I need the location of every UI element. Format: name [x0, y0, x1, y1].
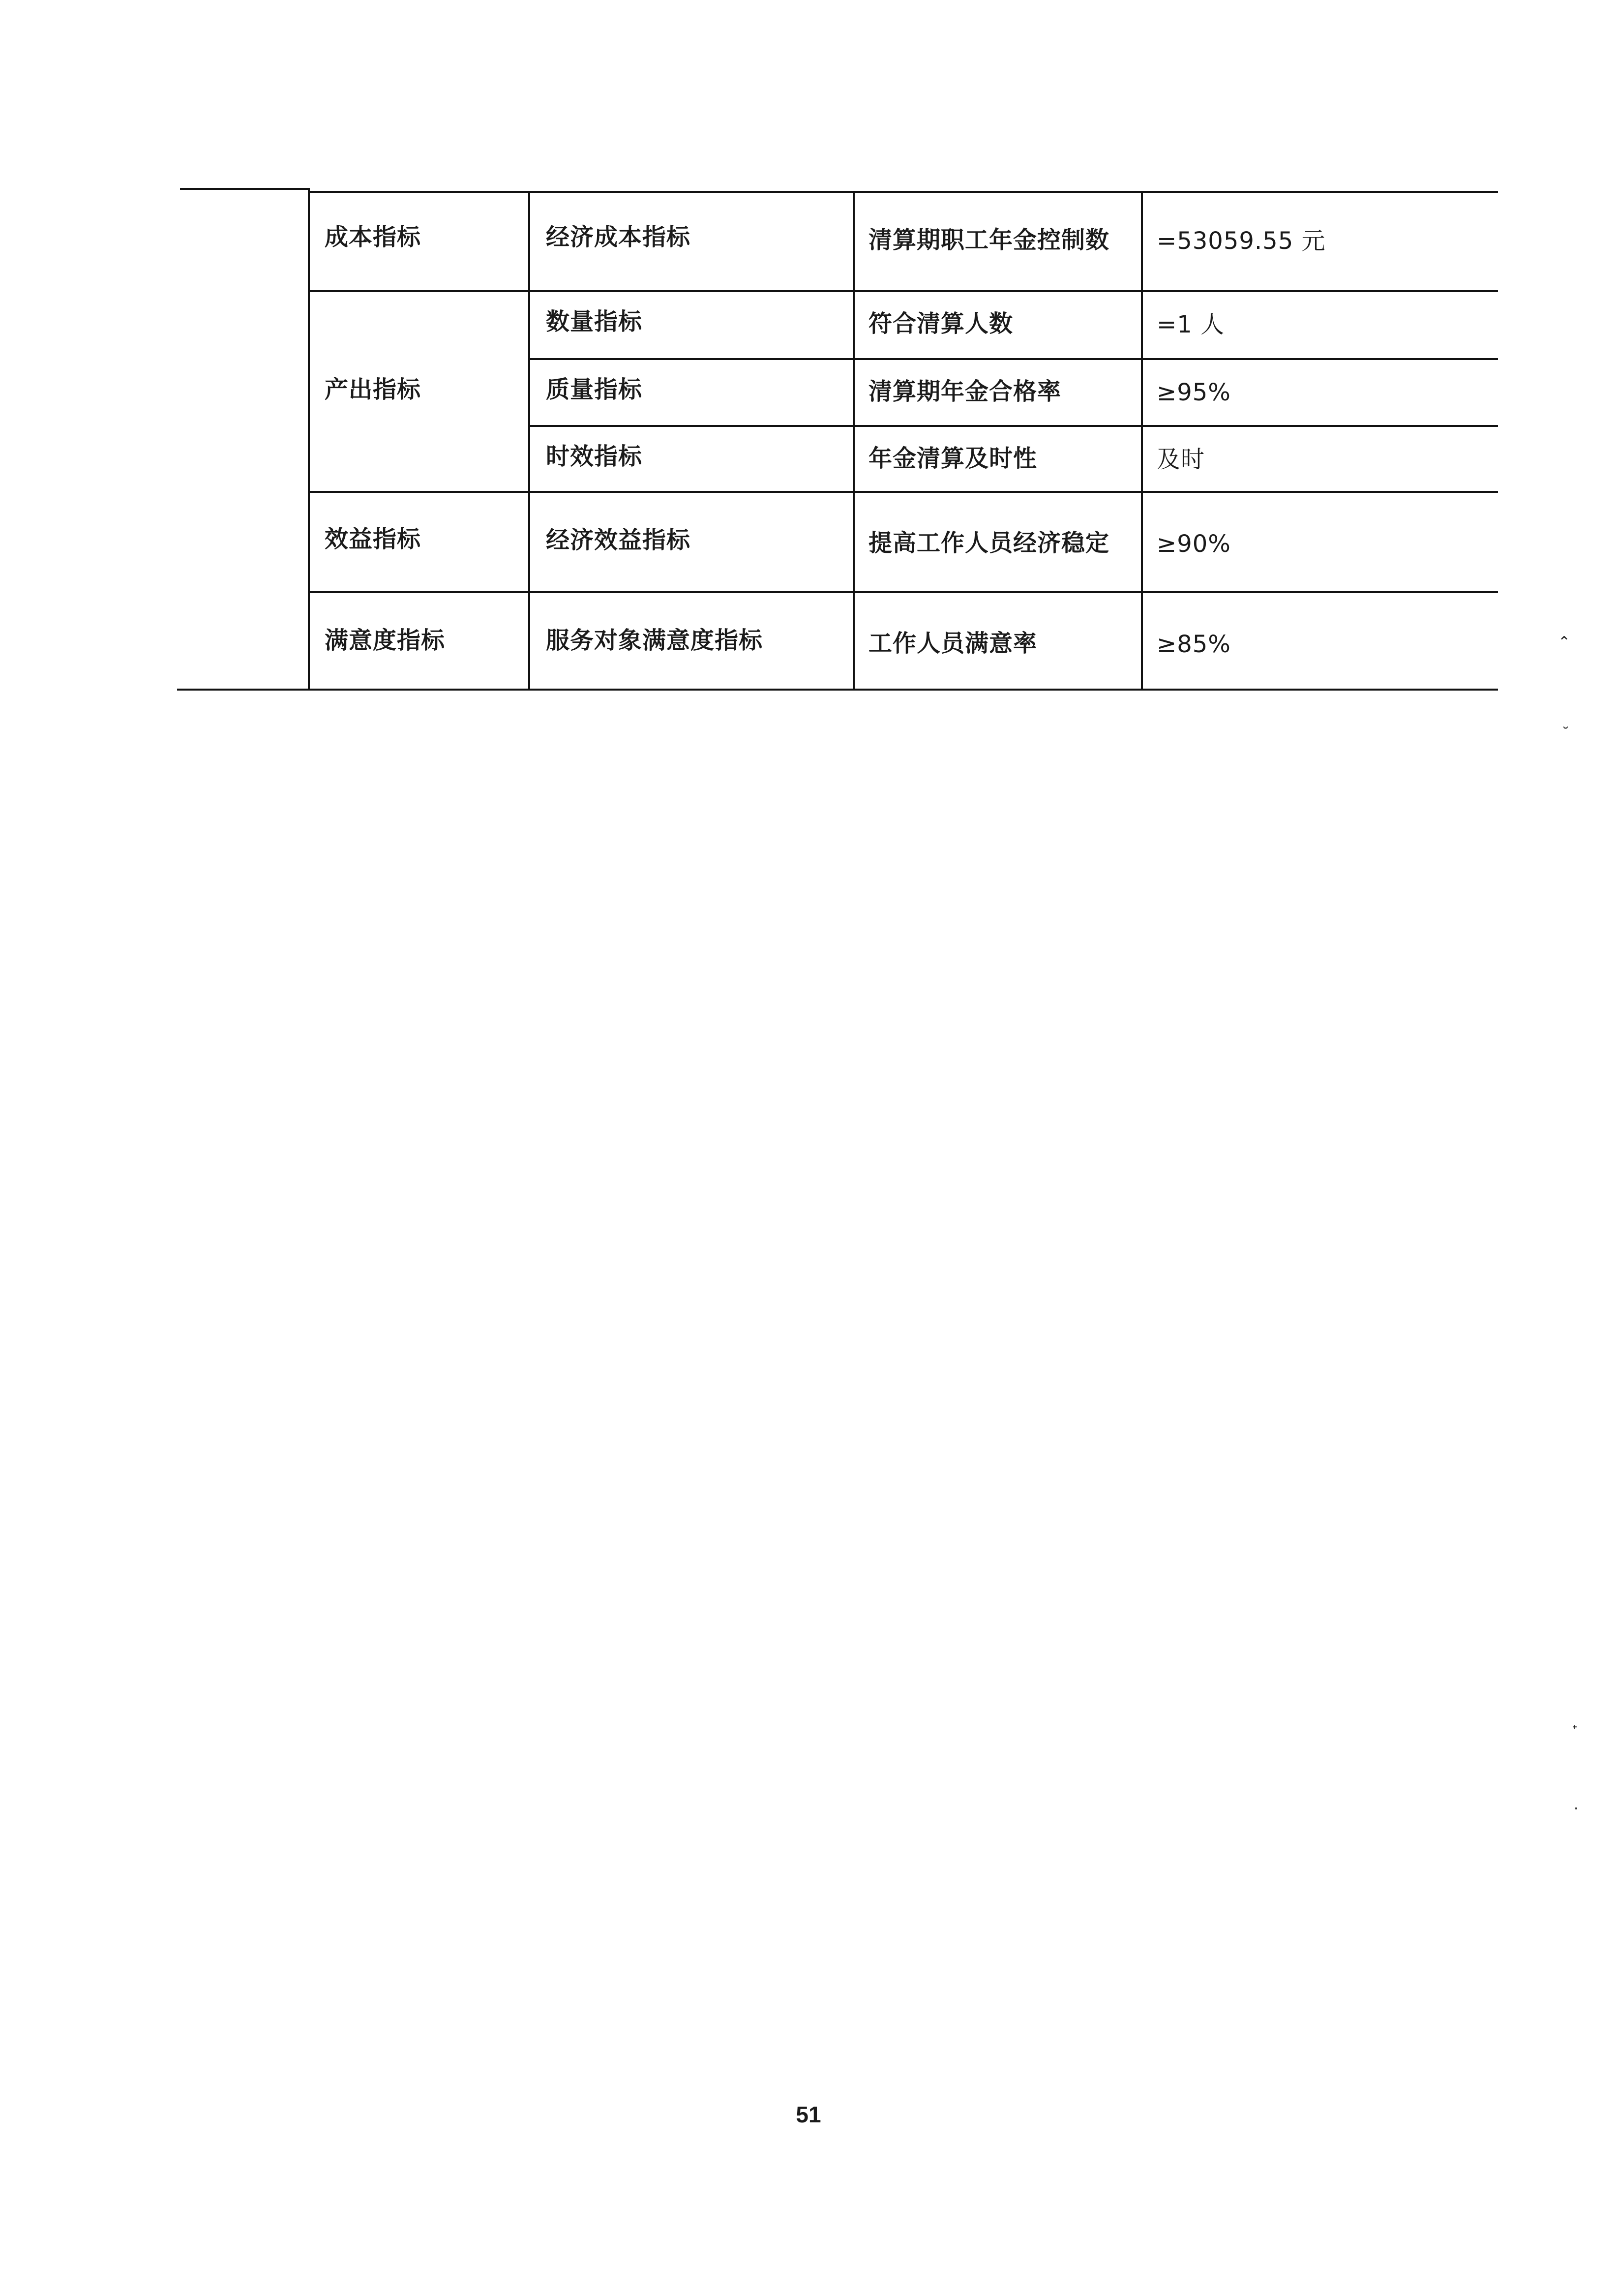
row-5-value: ≥90% [1157, 530, 1231, 558]
row-4-value: 及时 [1157, 446, 1205, 473]
row-1-value: =53059.55 元 [1157, 227, 1326, 255]
row-5-indicator: 提高工作人员经济稳定 [868, 529, 1110, 557]
row-1-indicator: 清算期职工年金控制数 [868, 226, 1110, 254]
row-1-level2: 经济成本指标 [546, 223, 691, 251]
scan-speck: ⌃ [1558, 634, 1571, 651]
row-divider-1 [309, 290, 1498, 292]
column-divider-1 [308, 189, 310, 690]
row-2-level2: 数量指标 [546, 308, 643, 335]
page-number: 51 [796, 2102, 821, 2127]
row-2-indicator: 符合清算人数 [868, 310, 1014, 337]
row-6-indicator: 工作人员满意率 [868, 630, 1038, 657]
row-4-level2: 时效指标 [546, 443, 643, 470]
row-3-value: ≥95% [1157, 379, 1231, 406]
row-2-value: =1 人 [1157, 311, 1225, 338]
row-1-level1: 成本指标 [325, 223, 421, 251]
table-bottom-border [177, 689, 1498, 691]
row-divider-5 [309, 591, 1498, 593]
row-3-level2: 质量指标 [546, 376, 643, 403]
scan-speck: · [1574, 1800, 1579, 1817]
row-6-value: ≥85% [1157, 631, 1231, 658]
row-4-indicator: 年金清算及时性 [868, 445, 1038, 472]
table-top-border-left [180, 188, 310, 190]
row-divider-3 [529, 425, 1498, 427]
column-divider-2 [528, 191, 530, 690]
row-divider-2 [529, 358, 1498, 360]
row-5-level1: 效益指标 [325, 525, 421, 553]
row-5-level2: 经济效益指标 [546, 526, 691, 554]
row-6-level1: 满意度指标 [325, 627, 446, 654]
column-divider-3 [853, 191, 855, 690]
row-divider-4 [309, 491, 1498, 493]
column-divider-4 [1141, 191, 1143, 690]
scan-speck: ᐩ [1572, 1722, 1578, 1739]
table-top-border [309, 191, 1498, 193]
row-2-level1: 产出指标 [325, 376, 421, 403]
row-6-level2: 服务对象满意度指标 [546, 627, 763, 654]
row-3-indicator: 清算期年金合格率 [868, 378, 1062, 405]
scan-speck: ˘ [1562, 725, 1569, 742]
